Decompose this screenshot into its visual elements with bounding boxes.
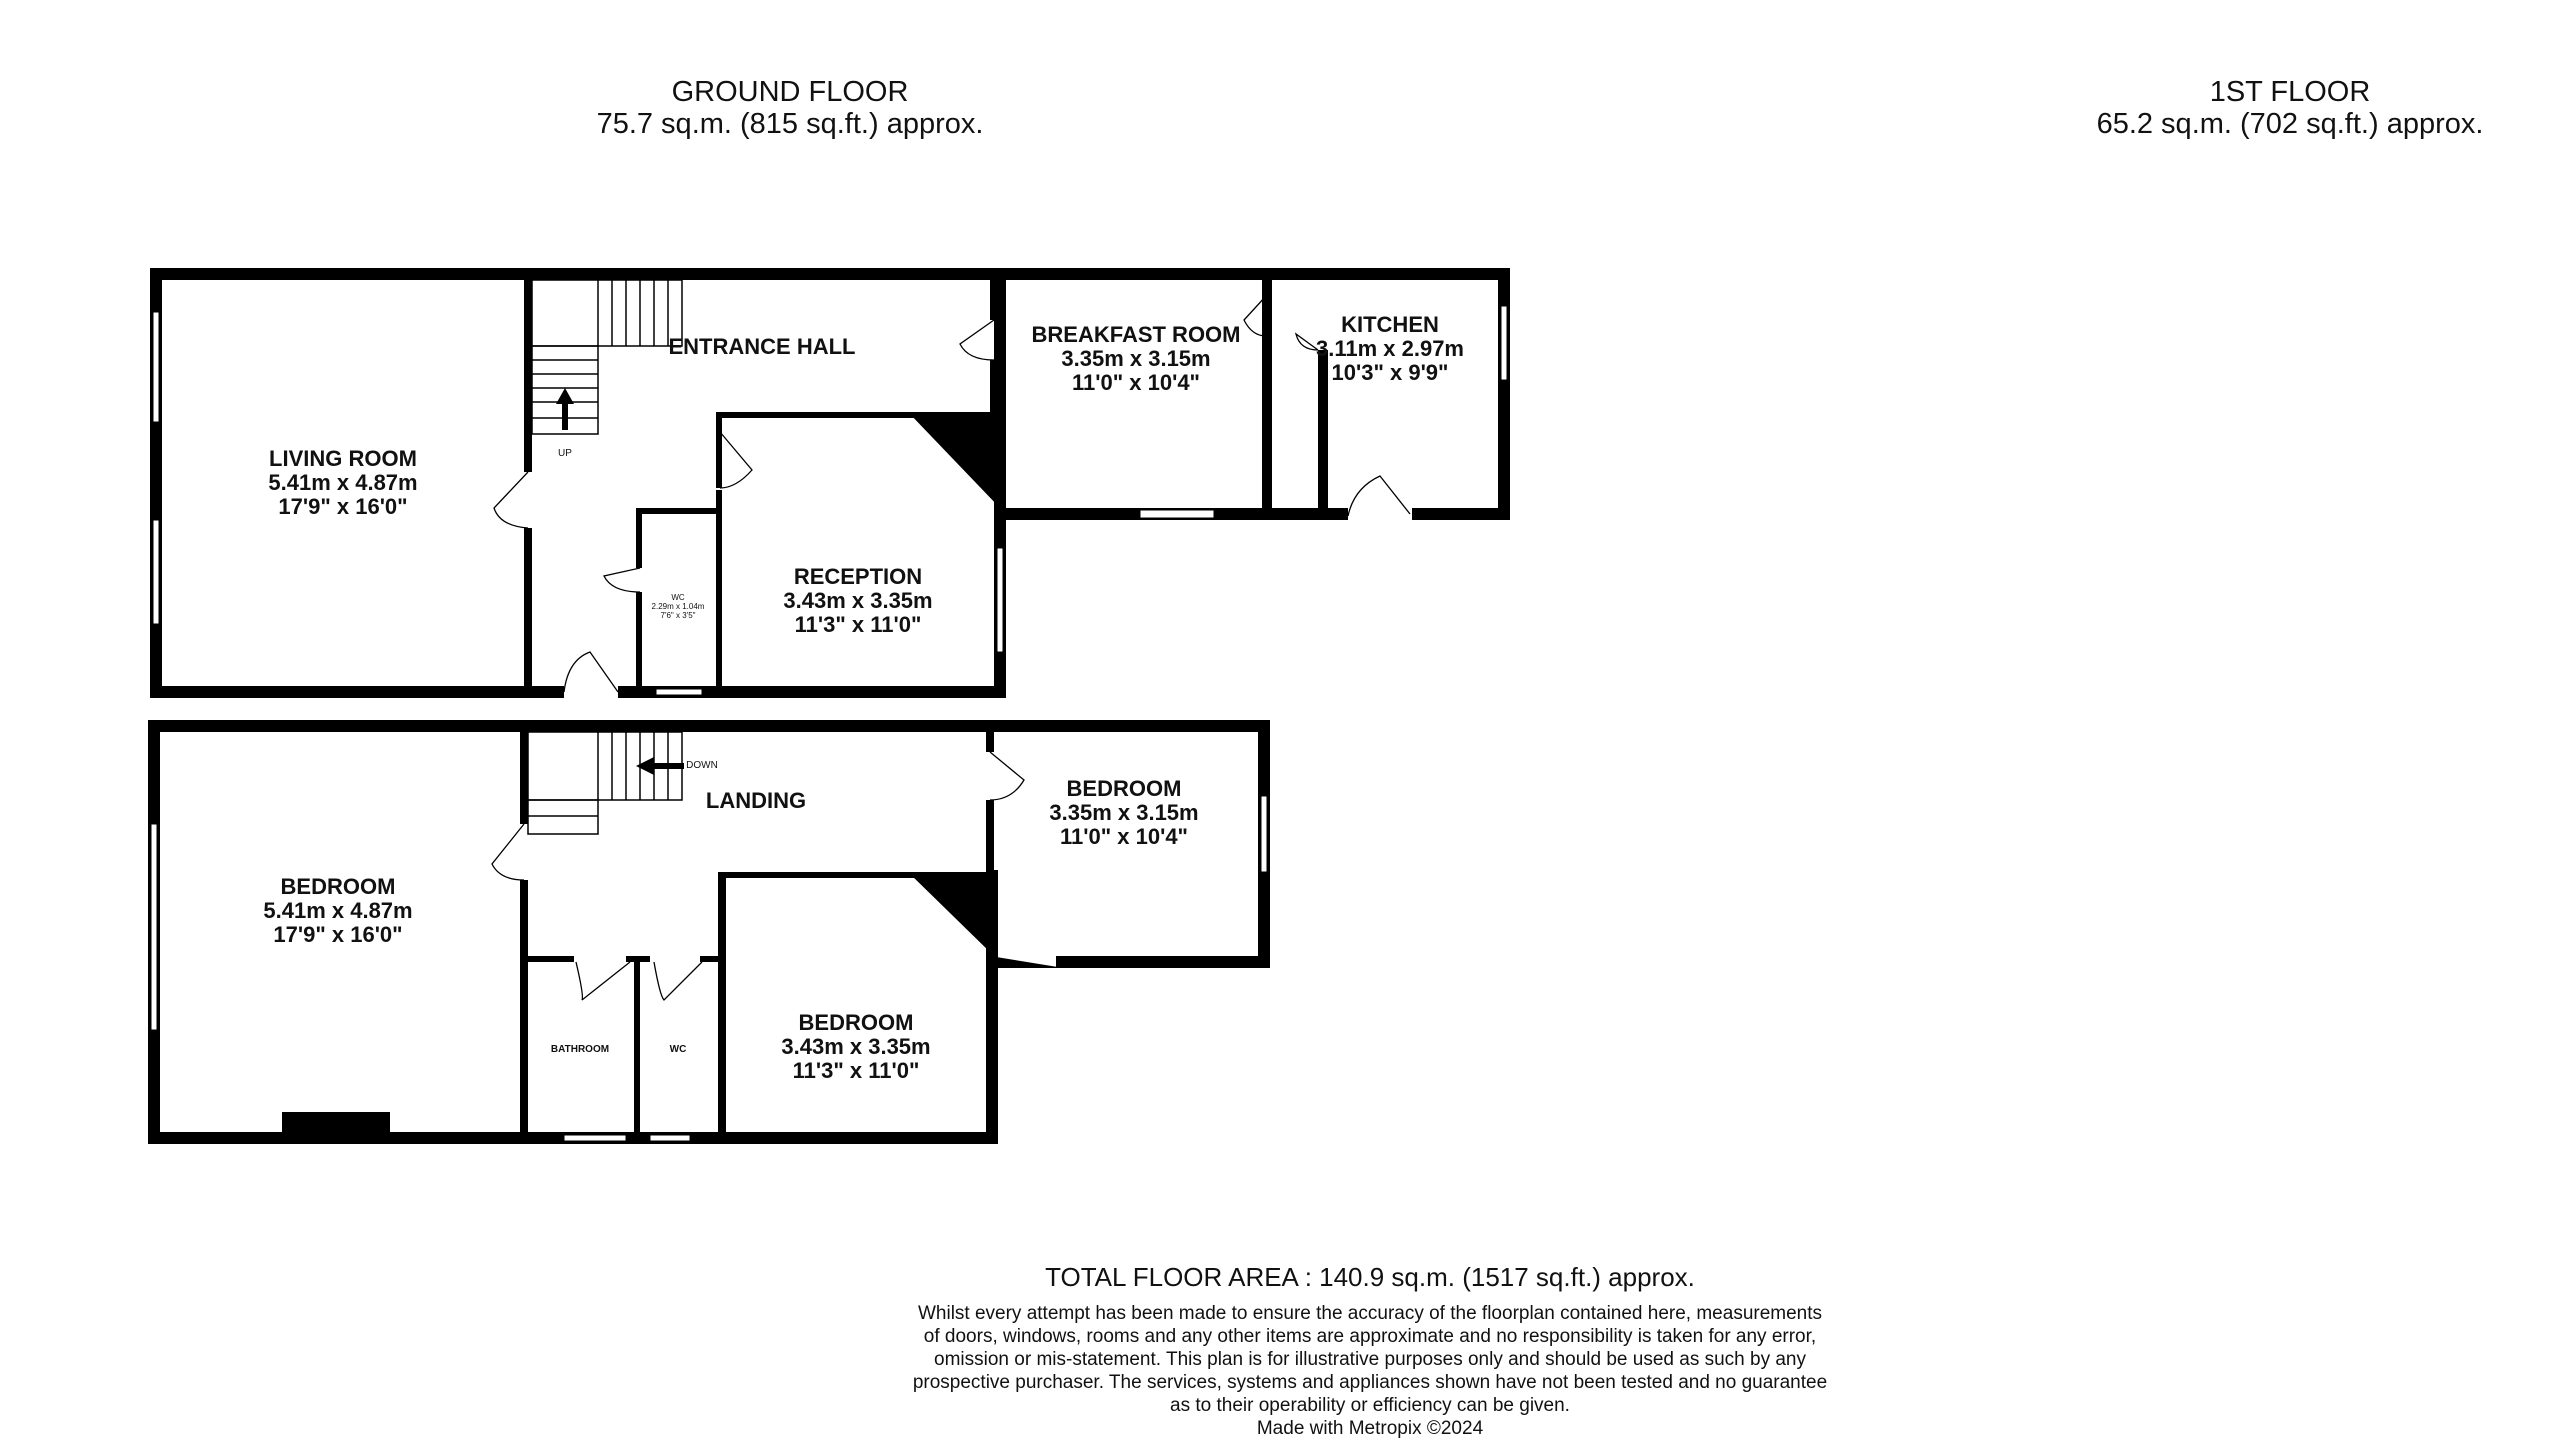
- ff-wall-bed3-top: [718, 872, 914, 878]
- gf-wall-hall-reception: [716, 412, 722, 488]
- gf-stairs-label: UP: [558, 448, 572, 459]
- gf-window-wc: [656, 689, 702, 695]
- ff-wall-top: [148, 720, 1270, 732]
- ff-stairs-label: DOWN: [686, 760, 718, 771]
- gf-chimney-breast: [908, 412, 1068, 520]
- ff-stairs: [528, 732, 682, 834]
- ff-stairs-arrow: [636, 757, 684, 775]
- disclaimer-text: Whilst every attempt has been made to ensure the accuracy of the floorplan contained here, measurements of doors, windows, rooms and any other items are approximate and no responsibility is taken for any error, omission or mis-statement. This plan is for illustrative purposes only and should be used as such by any prospective purchaser. The services, systems and appliances shown have not been tested and no guarantee as to their operability or efficiency can be given.: [912, 1303, 1828, 1416]
- ff-wall-bed2-bottom: [1056, 956, 1270, 968]
- living-room-imperial: 17'9" x 16'0": [278, 494, 408, 519]
- ff-window-bath: [564, 1135, 626, 1141]
- footer: [780, 1262, 1960, 1440]
- gf-window-reception: [997, 548, 1003, 652]
- ff-wall-bath-wc: [634, 956, 640, 1136]
- breakfast-room-imperial: 11'0" x 10'4": [1072, 370, 1200, 395]
- credit-text: Made with Metropix ©2024: [1256, 1418, 1484, 1439]
- gf-window-breakfast: [1140, 510, 1214, 518]
- ff-wall-bed1-landing2: [520, 880, 528, 1136]
- kitchen-metric: 3.11m x 2.97m: [1315, 336, 1465, 361]
- first-floor-area: 65.2 sq.m. (702 sq.ft.) approx.: [2096, 108, 2484, 140]
- reception-metric: 3.43m x 3.35m: [783, 588, 933, 613]
- gf-stairs: [532, 280, 682, 434]
- bedroom3-imperial: 11'3" x 11'0": [792, 1058, 920, 1083]
- living-room-name: LIVING ROOM: [269, 446, 417, 471]
- bedroom1-name: BEDROOM: [280, 874, 396, 899]
- entrance-hall-name: ENTRANCE HALL: [668, 334, 856, 359]
- gf-wc-imperial: 7'6" x 3'5": [660, 611, 696, 620]
- gf-wall-breakfast-left: [990, 280, 998, 320]
- ff-wall-bed2-left2: [986, 800, 994, 872]
- ff-chimney-breast: [908, 872, 1060, 968]
- kitchen-name: KITCHEN: [1341, 312, 1439, 337]
- ff-window-wc: [650, 1135, 690, 1141]
- ff-wall-bed2-left: [986, 732, 994, 752]
- ff-wall-bed3-left: [718, 872, 726, 1138]
- bedroom1-imperial: 17'9" x 16'0": [273, 922, 403, 947]
- ff-window-bed1-top: [151, 824, 157, 1030]
- gf-wall-rear-bottom2: [1412, 508, 1510, 520]
- bathroom-name: BATHROOM: [550, 1044, 610, 1055]
- gf-labels: [268, 312, 1464, 637]
- gf-stairs-arrow: [556, 388, 574, 430]
- landing-name: LANDING: [705, 788, 807, 813]
- ground-floor-title: GROUND FLOOR: [671, 76, 909, 108]
- bedroom1-metric: 5.41m x 4.87m: [263, 898, 413, 923]
- reception-imperial: 11'3" x 11'0": [794, 612, 922, 637]
- gf-window-living-bottom: [153, 520, 159, 624]
- ground-floor-area: 75.7 sq.m. (815 sq.ft.) approx.: [596, 108, 984, 140]
- bedroom2-imperial: 11'0" x 10'4": [1060, 824, 1188, 849]
- gf-wc-metric: 2.29m x 1.04m: [651, 602, 705, 611]
- gf-wall-wc-left: [636, 508, 642, 568]
- gf-chimney-breast-b: [996, 420, 1072, 520]
- gf-wc-name: WC: [671, 593, 685, 602]
- living-room-metric: 5.41m x 4.87m: [268, 470, 418, 495]
- gf-wall-kitchen-left: [1262, 280, 1272, 520]
- ff-wc-name: WC: [669, 1044, 687, 1055]
- ff-fireplace: [282, 1112, 390, 1132]
- ff-labels: [263, 760, 1198, 1083]
- breakfast-room-name: BREAKFAST ROOM: [1031, 322, 1241, 347]
- gf-wall-top: [150, 268, 1510, 280]
- first-floor-plan: [148, 720, 1270, 1144]
- bedroom3-name: BEDROOM: [798, 1010, 914, 1035]
- reception-name: RECEPTION: [793, 564, 923, 589]
- ff-chimney-breast-b: [990, 880, 1064, 968]
- breakfast-room-metric: 3.35m x 3.15m: [1061, 346, 1211, 371]
- bedroom2-metric: 3.35m x 3.15m: [1049, 800, 1199, 825]
- ground-floor-plan: [150, 268, 1510, 698]
- gf-wall-living-hall-low: [524, 528, 532, 688]
- gf-wall-reception-left: [716, 490, 722, 690]
- gf-wall-wc-top: [636, 508, 722, 514]
- gf-wall-kitchen-mid: [1318, 350, 1328, 520]
- ff-wall-bath-top: [526, 956, 574, 962]
- ff-window-bed2: [1261, 796, 1267, 872]
- gf-wall-living-hall: [524, 280, 532, 472]
- total-floor-area: TOTAL FLOOR AREA : 140.9 sq.m. (1517 sq.ft.) approx.: [1045, 1262, 1695, 1292]
- gf-doors: [494, 296, 1410, 692]
- ff-wall-bed1-landing: [520, 732, 528, 824]
- kitchen-imperial: 10'3" x 9'9": [1331, 360, 1449, 385]
- gf-window-kitchen: [1501, 306, 1507, 380]
- bedroom2-name: BEDROOM: [1066, 776, 1182, 801]
- gf-wall-breakfast-left2: [990, 360, 998, 412]
- gf-wall-bottom-left: [150, 686, 564, 698]
- gf-wall-wc-left2: [636, 592, 642, 688]
- bedroom3-metric: 3.43m x 3.35m: [781, 1034, 931, 1059]
- first-floor-title: 1ST FLOOR: [2209, 76, 2371, 108]
- gf-window-living-top: [153, 312, 159, 422]
